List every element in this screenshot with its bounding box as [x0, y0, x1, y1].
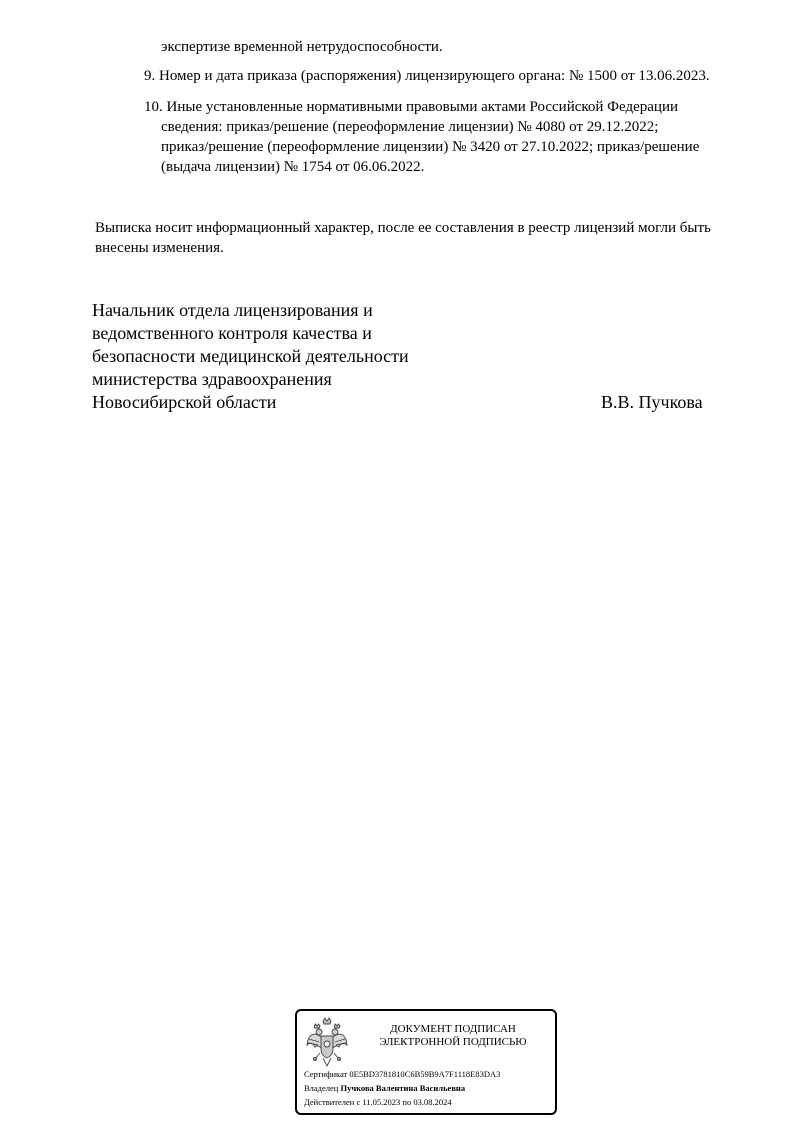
owner-label: Владелец [304, 1083, 339, 1093]
validity-line: Действителен с 11.05.2023 по 03.08.2024 [304, 1097, 452, 1107]
signatory-position-line-2: ведомственного контроля качества и [92, 323, 372, 343]
coat-of-arms-icon [305, 1017, 349, 1069]
item-10-line-2: сведения: приказ/решение (переоформление лицензии) № 4080 от 29.12.2022; [161, 119, 659, 135]
item-10-line-3: приказ/решение (переоформление лицензии) № 3420 от 27.10.2022; приказ/решение [161, 139, 700, 155]
stamp-title-line-1: ДОКУМЕНТ ПОДПИСАН [390, 1023, 516, 1035]
item-9-line-1: 9. Номер и дата приказа (распоряжения) лицензирующего органа: № 1500 от 13.06.2023. [144, 68, 710, 84]
signatory-position-line-4: министерства здравоохранения [92, 369, 332, 389]
item-10-line-1: 10. Иные установленные нормативными правовыми актами Российской Федерации [144, 99, 679, 115]
certificate-label: Сертификат [304, 1069, 348, 1079]
owner-line [304, 1083, 465, 1094]
item-10-line-4: (выдача лицензии) № 1754 от 06.06.2022. [161, 159, 425, 175]
certificate-value: 0E5BD3781810C6B59B9A7F1118E83DA3 [349, 1069, 501, 1079]
signatory-position-line-5: Новосибирской области [92, 392, 277, 412]
stamp-title-line-2: ЭЛЕКТРОННОЙ ПОДПИСЬЮ [379, 1036, 527, 1048]
signatory-position-line-1: Начальник отдела лицензирования и [92, 300, 373, 320]
note-line-2: внесены изменения. [95, 240, 224, 256]
owner-value: Пучкова Валентина Васильевна [340, 1083, 466, 1093]
note-line-1: Выписка носит информационный характер, после ее составления в реестр лицензий могли быть [95, 220, 711, 236]
continuation-line: экспертизе временной нетрудоспособности. [161, 39, 443, 55]
electronic-signature-stamp [295, 1009, 557, 1115]
signatory-position-line-3: безопасности медицинской деятельности [92, 346, 409, 366]
certificate-line [304, 1069, 500, 1080]
signatory-name: В.В. Пучкова [601, 392, 703, 412]
